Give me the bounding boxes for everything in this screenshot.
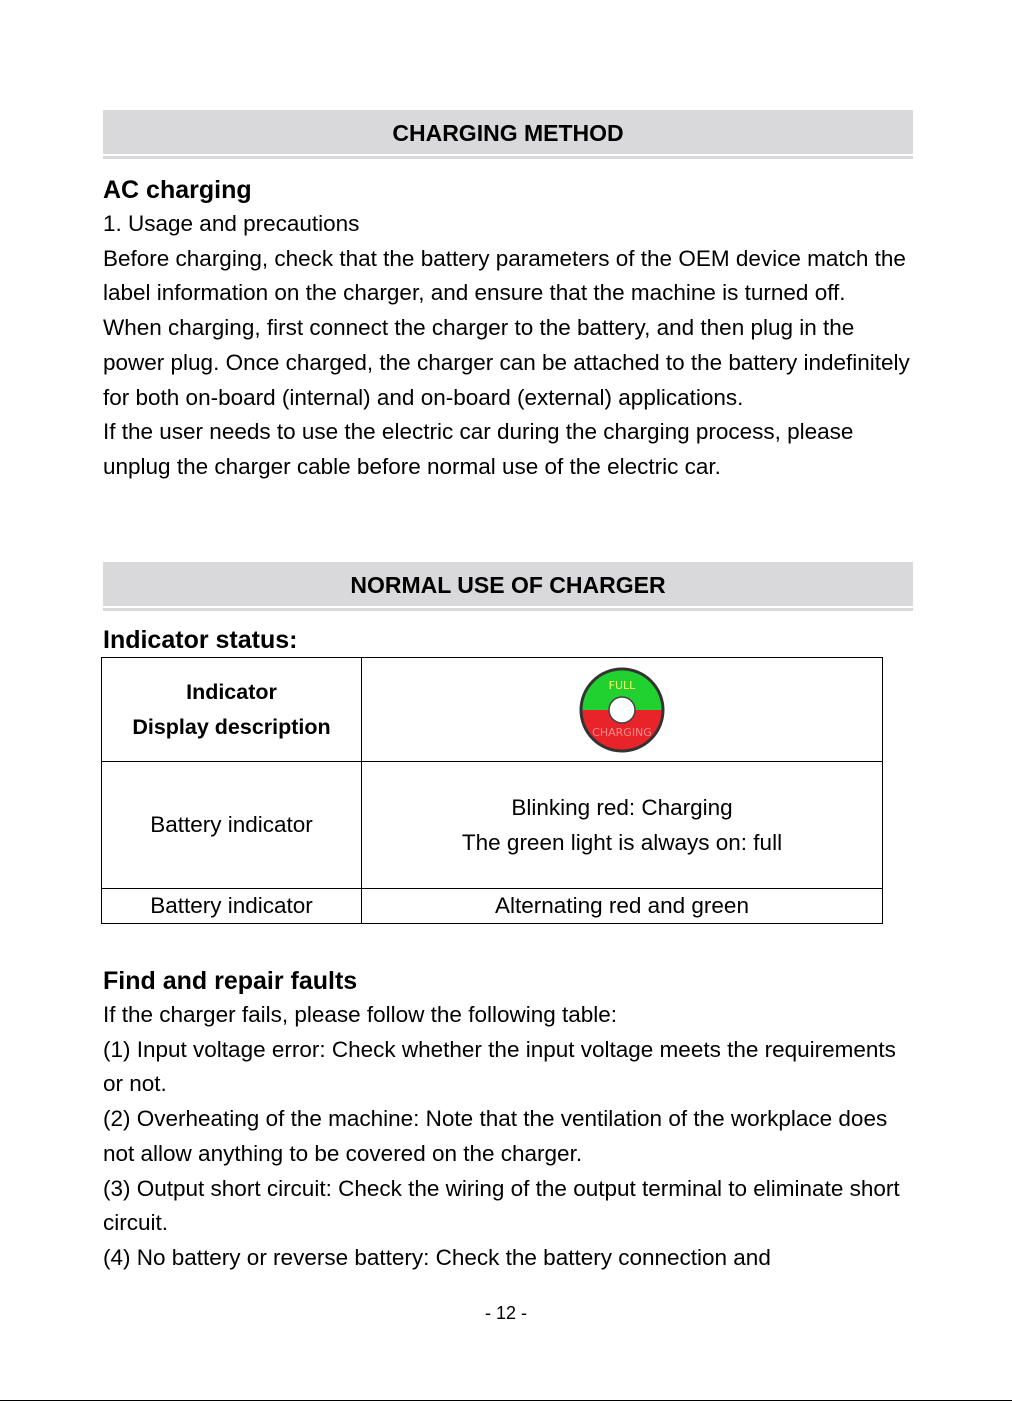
table-row: [102, 658, 883, 762]
indicator-full-label: FULL: [608, 678, 636, 692]
header-line-indicator: Indicator: [186, 679, 277, 704]
paragraph: (2) Overheating of the machine: Note that the ventilation of the workplace does not allow anything to be covered on the charger.: [103, 1106, 888, 1166]
indicator-center: [609, 697, 635, 723]
paragraph: If the charger fails, please follow the following table:: [103, 1002, 618, 1027]
charger-indicator-icon: [577, 665, 667, 755]
indicator-table: [101, 657, 883, 924]
page-bottom-rule: [0, 1400, 1012, 1401]
section-banner-normal-use: NORMAL USE OF CHARGER: [103, 562, 913, 608]
indicator-charging-label: CHARGING: [592, 725, 652, 739]
heading-find-repair-faults: Find and repair faults: [103, 967, 358, 995]
row-description-cell: Alternating red and green: [362, 889, 883, 924]
paragraph: Before charging, check that the battery parameters of the OEM device match the label information on the charger, and ensure that the machine is turned off.: [103, 245, 906, 306]
row-description-cell: [362, 762, 883, 889]
paragraph: (3) Output short circuit: Check the wiring of the output terminal to eliminate short circuit.: [103, 1175, 900, 1236]
paragraph: (4) No battery or reverse battery: Check the battery connection and: [103, 1244, 771, 1270]
description-line: Blinking red: Charging: [511, 795, 733, 820]
heading-ac-charging: AC charging: [103, 176, 252, 204]
ac-charging-body: [103, 207, 915, 485]
page-number: - 12 -: [484, 1303, 527, 1323]
row-label-cell: Battery indicator: [102, 762, 362, 889]
header-line-display-description: Display description: [132, 714, 331, 739]
row-label-cell: Battery indicator: [102, 889, 362, 924]
section-banner-charging-method: CHARGING METHOD: [103, 110, 913, 156]
description-line: The green light is always on: full: [461, 830, 783, 855]
table-row: [102, 762, 883, 889]
table-row: [102, 889, 883, 924]
paragraph: When charging, first connect the charger to the battery, and then plug in the power plug. Once charged, the charger can be attached to the battery indefinitely for both on-board (internal) and on-board (external) applications.: [103, 315, 910, 410]
paragraph: (1) Input voltage error: Check whether the input voltage meets the requirements or not.: [103, 1036, 896, 1097]
indicator-image-cell: [362, 658, 883, 762]
heading-indicator-status: Indicator status:: [103, 626, 298, 654]
table-header-cell: [102, 658, 362, 762]
paragraph: If the user needs to use the electric car during the charging process, please unplug the charger cable before normal use of the electric car.: [103, 419, 854, 479]
paragraph: 1. Usage and precautions: [103, 211, 360, 236]
faults-body: [103, 998, 915, 1276]
